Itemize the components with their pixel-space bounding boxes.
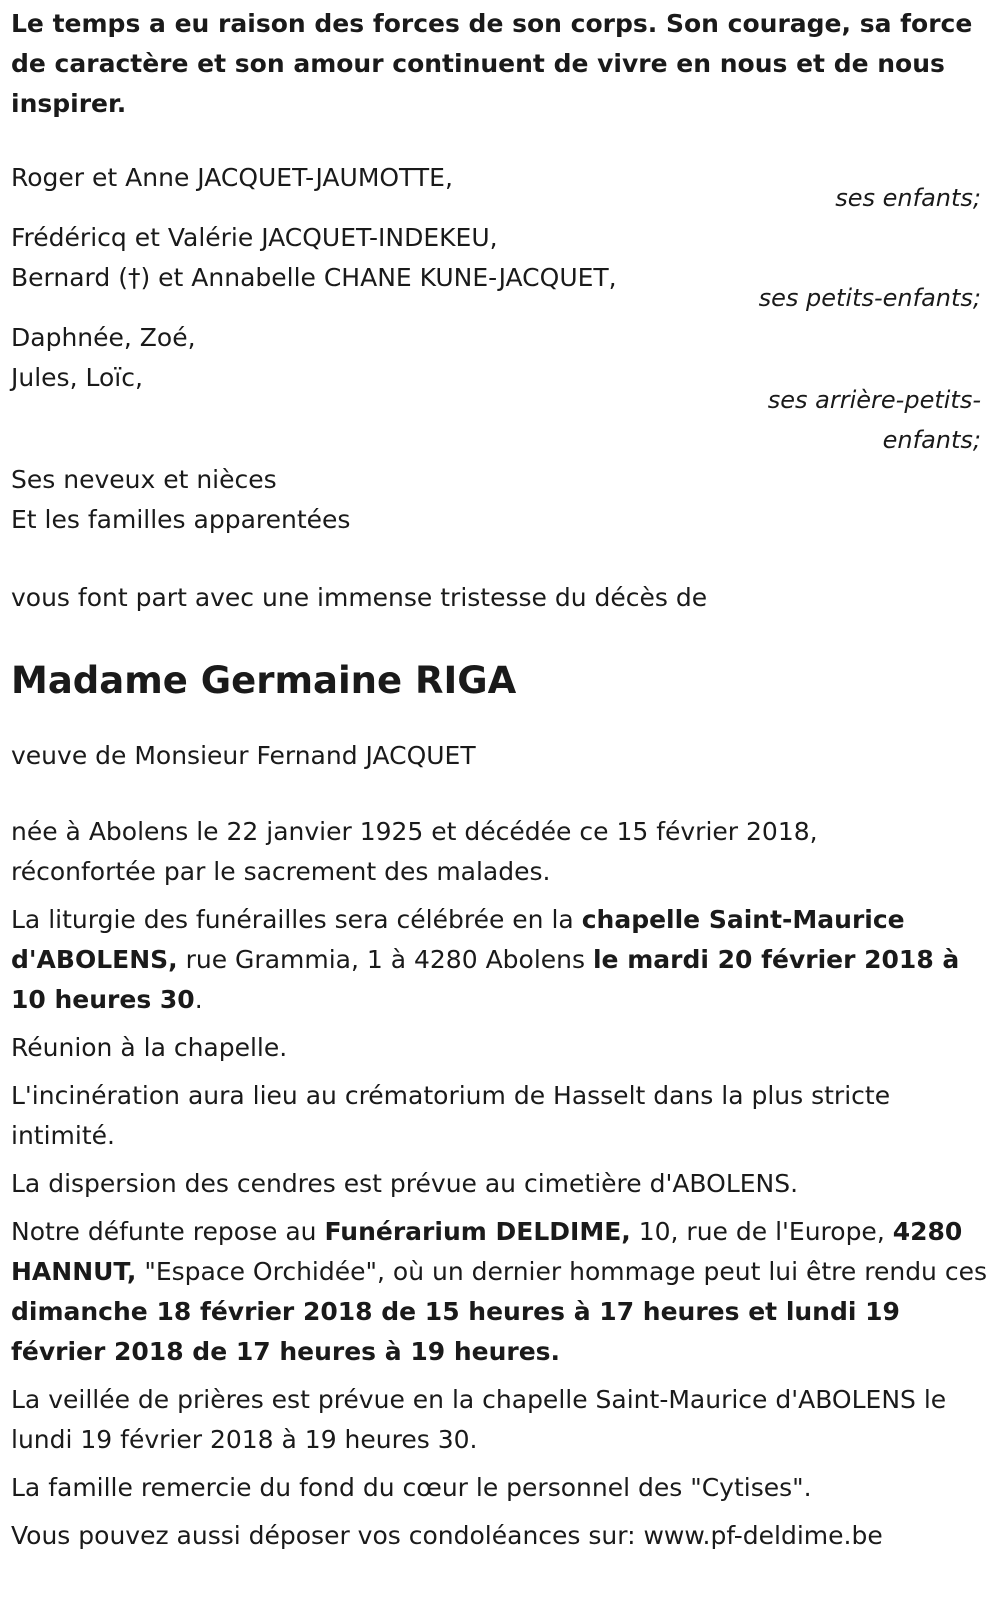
birth-death-line-2: réconfortée par le sacrement des malades. (11, 857, 551, 886)
repose-street: 10, rue de l'Europe, (630, 1217, 893, 1246)
related-families: Et les familles apparentées (11, 505, 351, 534)
thanks-paragraph: La famille remercie du fond du cœur le personnel des "Cytises". (11, 1473, 812, 1502)
greatgrandchildren-names-2: Jules, Loïc, (11, 363, 143, 392)
liturgy-chapel: chapelle Saint-Maurice d'ABOLENS, (11, 905, 905, 974)
cremation-paragraph: L'incinération aura lieu au crématorium de Hasselt dans la plus stricte intimité. (11, 1081, 891, 1150)
liturgy-address: rue Grammia, 1 à 4280 Abolens (177, 945, 593, 974)
repose-visiting-hours: dimanche 18 février 2018 de 15 heures à 17 heures et lundi 19 février 2018 de 17 heures à 19 heures. (11, 1297, 900, 1366)
condolences-paragraph: Vous pouvez aussi déposer vos condoléances sur: www.pf-deldime.be (11, 1521, 883, 1550)
liturgy-paragraph (11, 900, 991, 1020)
grandchildren-names-2: Bernard (†) et Annabelle CHANE KUNE-JACQUET, (11, 263, 617, 292)
obituary-notice (11, 4, 991, 1564)
reunion-paragraph: Réunion à la chapelle. (11, 1033, 288, 1062)
children-names: Roger et Anne JACQUET-JAUMOTTE, (11, 163, 453, 192)
intro-quote: Le temps a eu raison des forces de son corps. Son courage, sa force de caractère et son amour continuent de vivre en nous et de nous inspirer. (11, 9, 973, 118)
greatgrandchildren-role-1: ses arrière-petits- (767, 386, 981, 414)
repose-funeral-home: Funérarium DELDIME, (324, 1217, 631, 1246)
grandchildren-role: ses petits-enfants; (758, 284, 981, 312)
family-list (11, 158, 991, 540)
greatgrandchildren-names-1: Daphnée, Zoé, (11, 323, 196, 352)
deceased-name: Madame Germaine RIGA (11, 659, 517, 702)
children-role: ses enfants; (835, 184, 981, 212)
vigil-paragraph: La veillée de prières est prévue en la chapelle Saint-Maurice d'ABOLENS le lundi 19 février 2018 à 19 heures 30. (11, 1385, 947, 1454)
widow-of: veuve de Monsieur Fernand JACQUET (11, 741, 476, 770)
greatgrandchildren-role-2: enfants; (882, 426, 981, 454)
liturgy-period: . (194, 985, 203, 1014)
announcement-line: vous font part avec une immense tristesse du décès de (11, 583, 708, 612)
nephews-nieces: Ses neveux et nièces (11, 465, 277, 494)
repose-text-3: "Espace Orchidée", où un dernier hommage peut lui être rendu ces (136, 1257, 988, 1286)
repose-city: 4280 HANNUT, (11, 1217, 963, 1286)
liturgy-datetime: le mardi 20 février 2018 à 10 heures 30 (11, 945, 960, 1014)
ashes-paragraph: La dispersion des cendres est prévue au cimetière d'ABOLENS. (11, 1169, 799, 1198)
repose-paragraph (11, 1212, 991, 1372)
liturgy-text-1: La liturgie des funérailles sera célébrée en la (11, 905, 582, 934)
grandchildren-names-1: Frédéricq et Valérie JACQUET-INDEKEU, (11, 223, 498, 252)
repose-text-1: Notre défunte repose au (11, 1217, 325, 1246)
birth-death-line-1: née à Abolens le 22 janvier 1925 et décédée ce 15 février 2018, (11, 817, 818, 846)
